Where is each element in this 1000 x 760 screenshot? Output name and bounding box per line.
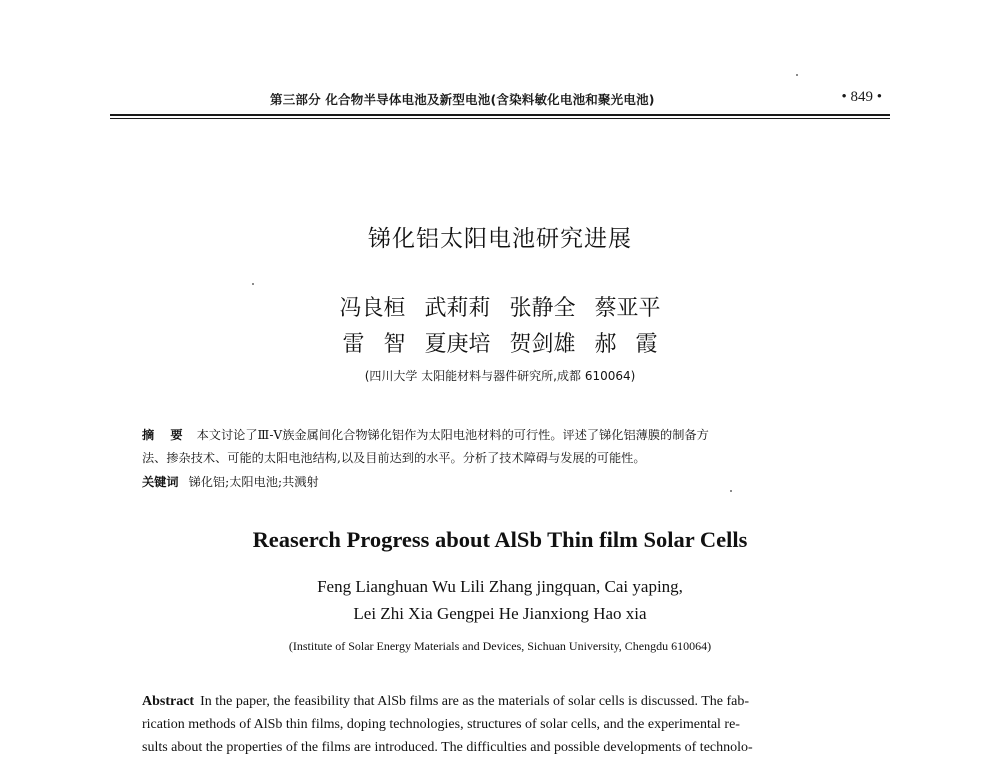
chinese-title: 锑化铝太阳电池研究进展 xyxy=(368,226,632,252)
chinese-abstract xyxy=(142,424,862,470)
chinese-keywords xyxy=(142,472,862,492)
running-header xyxy=(110,90,890,112)
page-number: • 849 • xyxy=(841,89,882,105)
chinese-keywords-text: 锑化铝;太阳电池;共溅射 xyxy=(188,475,319,489)
chinese-keywords-label: 关键词 xyxy=(142,475,179,489)
english-abstract-line-1 xyxy=(142,690,858,713)
header-rule-thin xyxy=(110,118,890,119)
section-title: 第三部分 化合物半导体电池及新型电池(含染料敏化电池和聚光电池) xyxy=(270,92,655,107)
english-abstract-line-3: sults about the properties of the films are introduced. The difficulties and possible developments of technolo- xyxy=(142,740,753,755)
english-title: Reaserch Progress about AlSb Thin film Solar Cells xyxy=(252,527,748,552)
chinese-affiliation: (四川大学 太阳能材料与器件研究所,成都 610064) xyxy=(364,369,636,383)
english-abstract-text-1: In the paper, the feasibility that AlSb films are as the materials of solar cells is discussed. The fab- xyxy=(200,694,750,709)
english-authors-line-1: Feng Lianghuan Wu Lili Zhang jingquan, Cai yaping, xyxy=(317,577,683,596)
english-abstract-line-2: rication methods of AlSb thin films, doping technologies, structures of solar cells, and the experimental re- xyxy=(142,717,740,732)
scan-speck xyxy=(730,490,732,492)
chinese-abstract-text-1: 本文讨论了Ⅲ-Ⅴ族金属间化合物锑化铝作为太阳电池材料的可行性。评述了锑化铝薄膜的制备方 xyxy=(196,428,709,442)
english-authors-line-2: Lei Zhi Xia Gengpei He Jianxiong Hao xia xyxy=(353,604,647,623)
header-rule-thick xyxy=(110,114,890,116)
english-affiliation: (Institute of Solar Energy Materials and Devices, Sichuan University, Chengdu 610064) xyxy=(288,639,712,653)
chinese-abstract-line-2: 法、掺杂技术、可能的太阳电池结构,以及目前达到的水平。分析了技术障碍与发展的可能性。 xyxy=(142,451,646,465)
chinese-abstract-line-1 xyxy=(142,424,862,447)
scan-speck xyxy=(252,283,254,285)
chinese-abstract-label: 摘 要 xyxy=(142,428,189,442)
scan-speck xyxy=(796,74,798,76)
chinese-authors-line-1: 冯良桓 武莉莉 张静全 蔡亚平 xyxy=(339,296,661,321)
chinese-authors-line-2: 雷 智 夏庚培 贺剑雄 郝 霞 xyxy=(342,332,658,357)
english-abstract xyxy=(142,690,858,759)
english-abstract-label: Abstract xyxy=(142,694,195,709)
